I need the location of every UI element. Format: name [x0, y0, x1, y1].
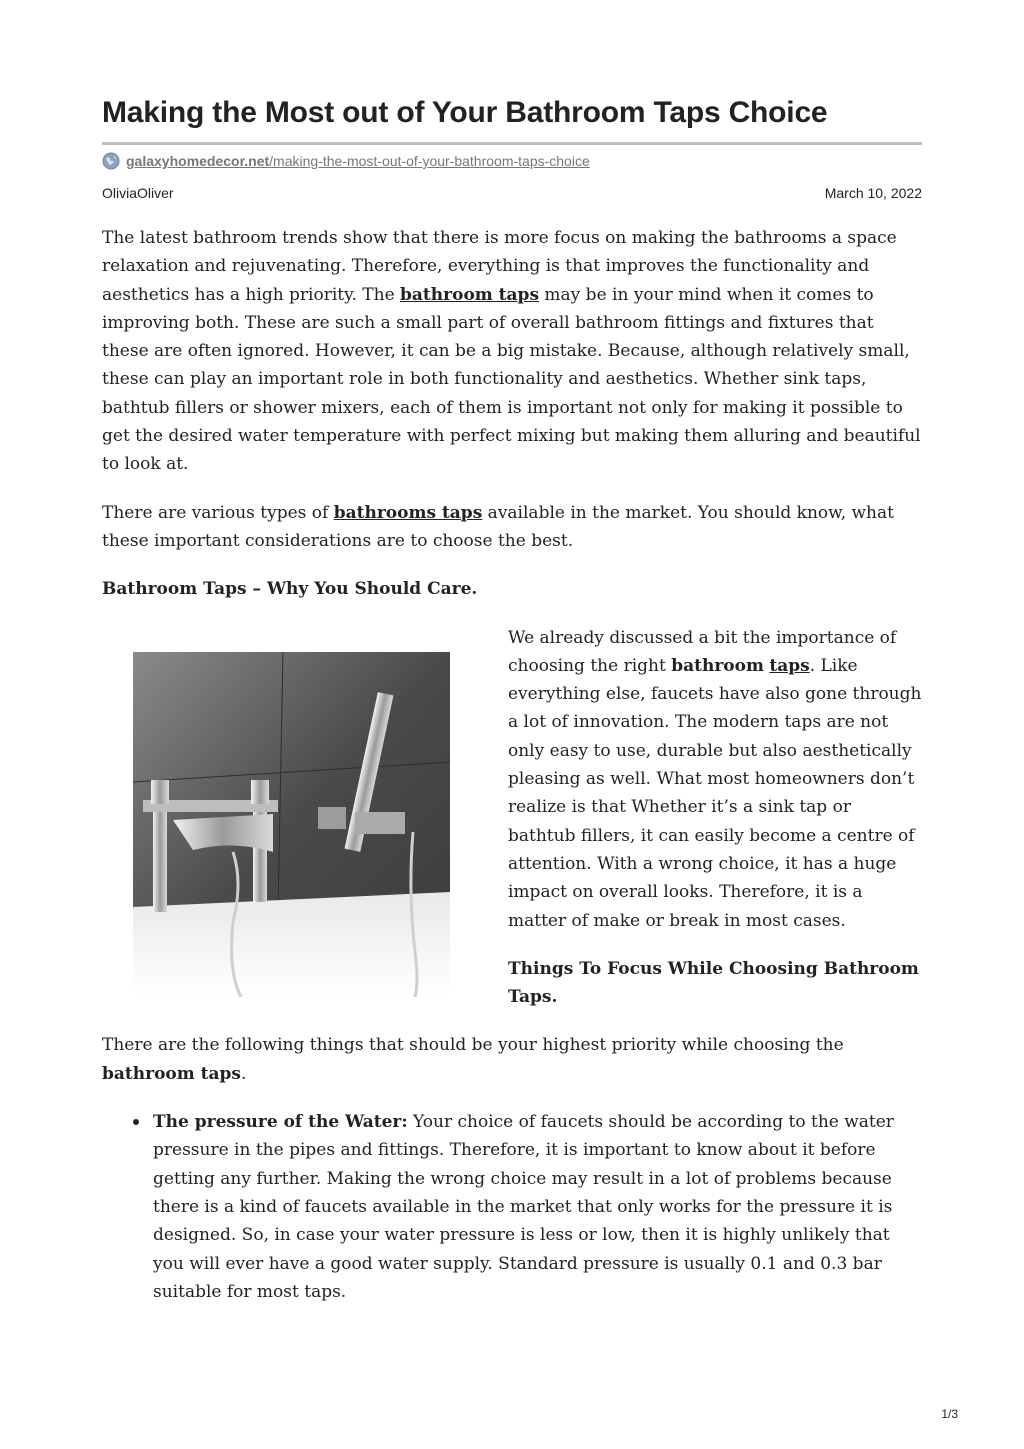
- section-heading-why-care: Bathroom Taps – Why You Should Care.: [102, 579, 478, 600]
- source-url-link[interactable]: [126, 153, 590, 169]
- intro-paragraph-2: There are various types of bathrooms taps available in the market. You should know, what these important considerations are to choose the best.: [102, 502, 894, 551]
- list-item: The pressure of the Water: Your choice of faucets should be according to the water pressure in the pipes and fittings. Therefore, it is important to know about it before getting any further. Making the wrong choice may result in a lot of problems because there is a kind of faucets available in the market that only works for the pressure it is designed. So, in case your water pressure is less or low, then it is highly unlikely that you will ever have a good water supply. Standard pressure is usually 0.1 and 0.3 bar suitable for most taps.: [153, 1108, 922, 1306]
- why-care-paragraph: We already discussed a bit the importance of choosing the right bathroom taps. Like everything else, faucets have also gone through a lot of innovation. The modern taps are not only easy to use, durable but also aesthetically pleasing as well. What most homeowners don’t realize is that Whether it’s a sink tap or bathtub fillers, it can easily become a centre of attention. With a wrong choice, it has a huge impact on overall looks. Therefore, it is a matter of make or break in most cases.: [508, 627, 922, 931]
- source-path: /making-the-most-out-of-your-bathroom-taps-choice: [269, 153, 590, 169]
- side-text-column: [508, 624, 922, 1012]
- image-text-block: [102, 624, 922, 1012]
- author-name: OliviaOliver: [102, 185, 174, 201]
- image-column: [102, 624, 508, 1012]
- page-number: 1/3: [941, 1407, 958, 1421]
- intro-paragraph-1: The latest bathroom trends show that there is more focus on making the bathrooms a space relaxation and rejuvenating. Therefore, everything is that improves the functionality and aesthetics has a high priority. The bathroom taps may be in your mind when it comes to improving both. These are such a small part of overall bathroom fittings and fixtures that these are often ignored. However, it can be a big mistake. Because, although relatively small, these can play an important role in both functionality and aesthetics. Whether sink taps, bathtub fillers or shower mixers, each of them is important not only for making it possible to get the desired water temperature with perfect mixing but making them alluring and beautiful to look at.: [102, 228, 921, 475]
- bathroom-taps-link[interactable]: bathroom taps: [400, 284, 540, 305]
- considerations-list: [102, 1108, 922, 1306]
- taps-link[interactable]: taps: [769, 655, 810, 676]
- bathrooms-taps-link[interactable]: bathrooms taps: [333, 502, 483, 523]
- article-meta: [102, 185, 922, 201]
- article-body: [102, 224, 922, 1306]
- title-divider: [102, 142, 922, 145]
- publish-date: March 10, 2022: [824, 185, 922, 201]
- globe-icon: [102, 152, 120, 170]
- bath-tap-photo: [133, 652, 450, 997]
- priority-paragraph: There are the following things that should be your highest priority while choosing the bathroom taps.: [102, 1035, 844, 1084]
- page-title: Making the Most out of Your Bathroom Taps Choice: [102, 96, 828, 129]
- source-link-row: [102, 151, 590, 171]
- source-domain: galaxyhomedecor.net: [126, 153, 270, 169]
- section-heading-things-to-focus: Things To Focus While Choosing Bathroom Taps.: [508, 958, 919, 1008]
